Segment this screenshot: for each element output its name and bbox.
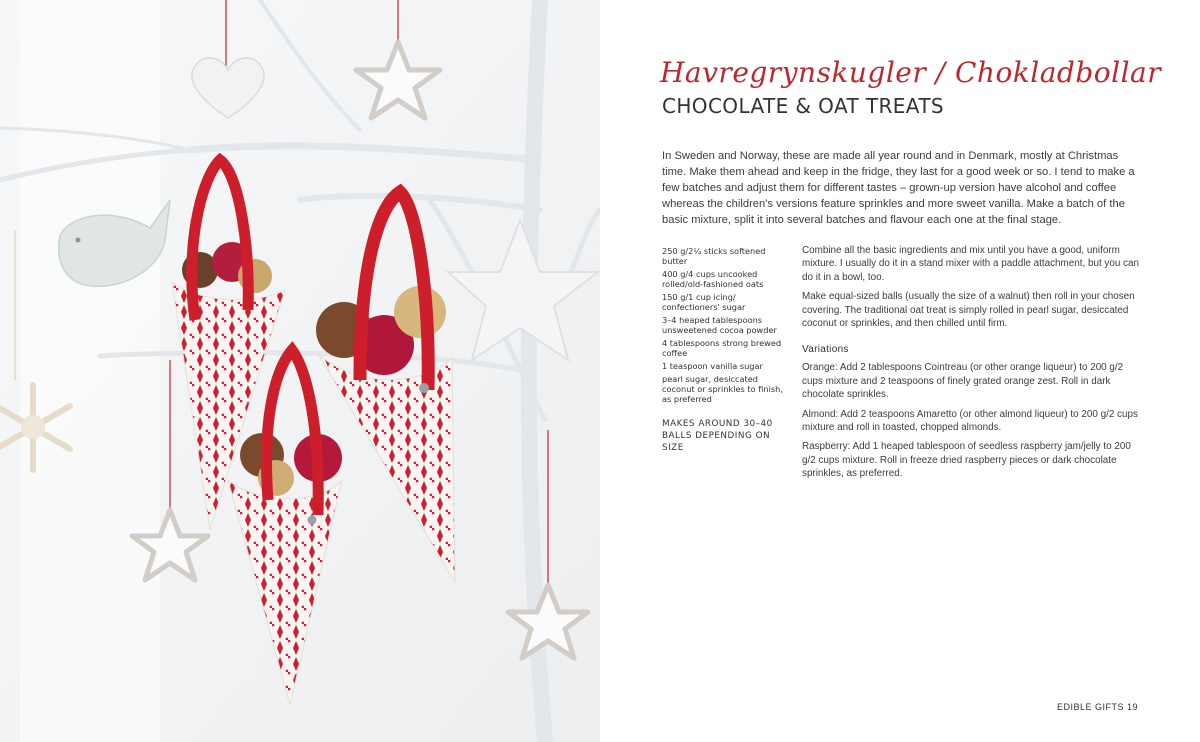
ingredient-item: 4 tablespoons strong brewed coffee	[662, 338, 782, 358]
intro-paragraph: In Sweden and Norway, these are made all year round and in Denmark, mostly at Christmas time. Make them ahead and keep in the fridge, they last for a good week or so. I tend to make a few batches and adjust them for different tastes – grown-up version have alcohol and coffee whereas the children's versions feature sprinkles and more sweet vanilla. Make a batch of the basic mixture, split it into several batches and flavour each one at the final stage.	[662, 150, 1135, 226]
recipe-page	[600, 0, 1200, 742]
page-number: 19	[1126, 702, 1138, 712]
footer-section: EDIBLE GIFTS	[1056, 702, 1124, 712]
method-step: Make equal-sized balls (usually the size of a walnut) then roll in your chosen covering. The traditional oat treat is simply rolled in pearl sugar, desiccated coconut or sprinkles, and then chilled until firm.	[802, 291, 1135, 330]
ingredient-item: pearl sugar, desiccated coconut or sprinkles to finish, as preferred	[662, 374, 783, 404]
variation-item: Orange: Add 2 tablespoons Cointreau (or other orange liqueur) to 200 g/2 cups mixture and 2 teaspoons of finely grated orange zest. Roll in dark chocolate sprinkles.	[802, 362, 1124, 401]
page-title: CHOCOLATE & OAT TREATS	[662, 94, 945, 118]
ingredient-item: 3–4 heaped tablespoons unsweetened cocoa powder	[662, 315, 777, 335]
method-step: Combine all the basic ingredients and mix until you have a good, uniform mixture. I usually do it in a stand mixer with a paddle attachment, but you can do it in a bowl, too.	[802, 245, 1140, 283]
variations-heading: Variations	[802, 344, 849, 356]
ingredient-item: 400 g/4 cups uncooked rolled/old-fashioned oats	[662, 269, 764, 289]
ingredients-list	[662, 246, 790, 407]
ingredient-item: 1 teaspoon vanilla sugar	[662, 361, 763, 371]
method-section	[802, 244, 1142, 487]
variation-item: Raspberry: Add 1 heaped tablespoon of seedless raspberry jam/jelly to 200 g/2 cups mixture. Roll in freeze dried raspberry pieces or dark chocolate sprinkles, as preferred.	[802, 441, 1131, 480]
script-title: Havregrynskugler / Chokladbollar	[660, 56, 1162, 89]
page-footer	[1057, 702, 1138, 712]
variation-item: Almond: Add 2 teaspoons Amaretto (or other almond liqueur) to 200 g/2 cups mixture and roll in toasted, chopped almonds.	[802, 408, 1138, 434]
ingredient-item: 250 g/2¼ sticks softened butter	[662, 246, 766, 266]
ingredient-item: 150 g/1 cup icing/ confectioners' sugar	[662, 292, 746, 312]
yield-note: MAKES AROUND 30–40 BALLS DEPENDING ON SIZE	[662, 419, 773, 453]
